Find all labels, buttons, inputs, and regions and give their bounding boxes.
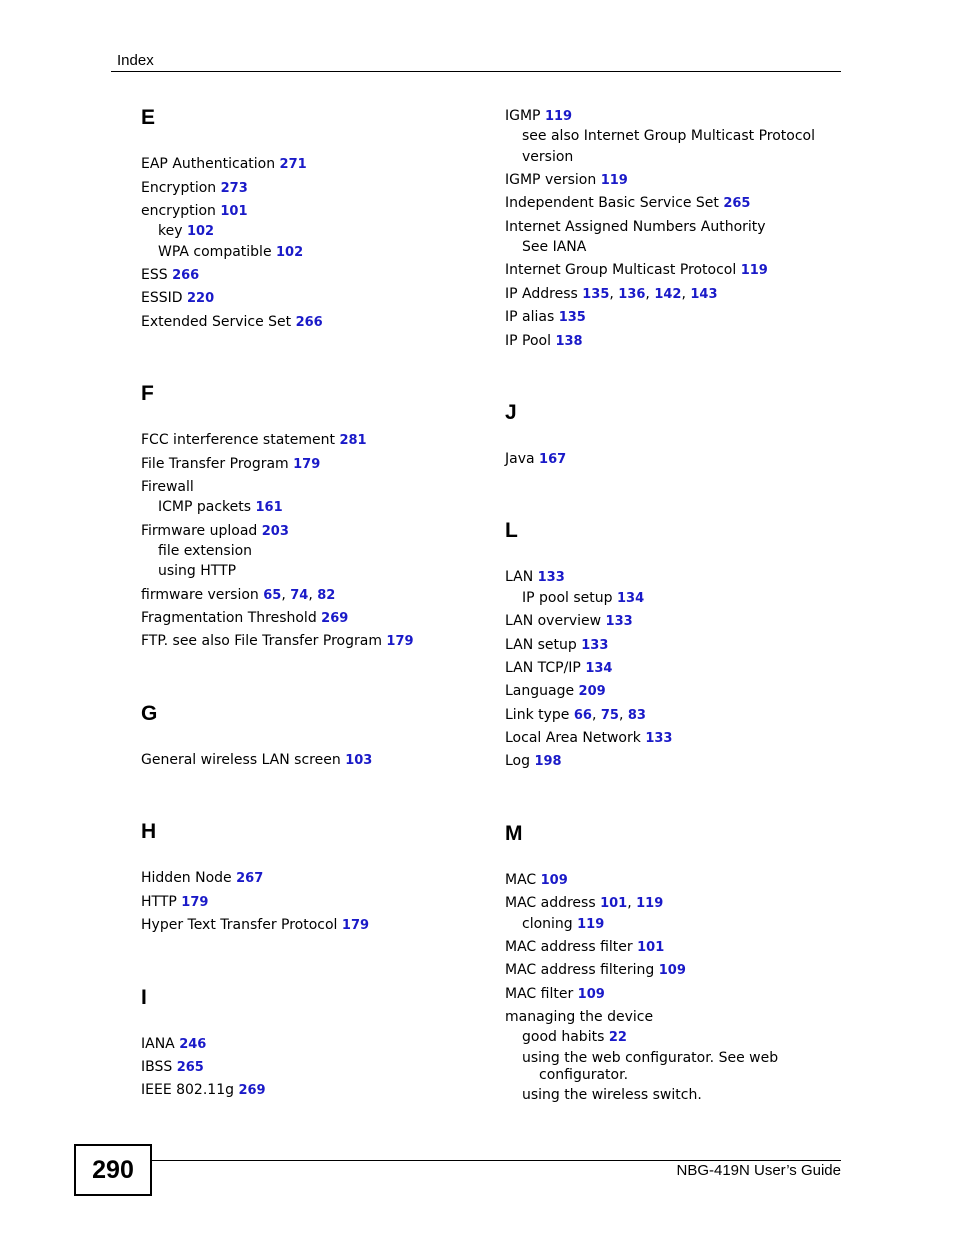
- page-link[interactable]: 83: [627, 708, 646, 723]
- index-entry: Link type 66, 75, 83: [505, 707, 646, 723]
- entry-term: General wireless LAN screen: [141, 752, 346, 768]
- index-entry: [505, 262, 768, 279]
- page-link[interactable]: 143: [690, 287, 718, 302]
- index-entry: [505, 637, 608, 654]
- entry-term: ESS: [141, 267, 173, 283]
- index-subentry-continuation: [505, 1067, 628, 1084]
- index-entry: [505, 219, 766, 236]
- page-link[interactable]: 167: [539, 452, 567, 467]
- footer-guide-title: NBG-419N User’s Guide: [676, 1162, 841, 1179]
- page-link[interactable]: 82: [317, 588, 336, 603]
- page-link[interactable]: 119: [544, 109, 573, 124]
- entry-term: IGMP version: [505, 172, 601, 188]
- index-entry: [141, 1036, 206, 1053]
- page-link[interactable]: 135: [582, 287, 610, 302]
- entry-term: Internet Group Multicast Protocol: [505, 262, 741, 278]
- page-link[interactable]: 203: [261, 524, 289, 539]
- entry-term: Hidden Node: [141, 870, 237, 886]
- index-entry: [505, 986, 605, 1003]
- entry-term: File Transfer Program: [141, 456, 294, 472]
- index-entry: MAC address 101, 119: [505, 895, 664, 911]
- footer-rule: [152, 1160, 841, 1161]
- index-entry: [141, 290, 214, 307]
- letter-heading-i: I: [141, 986, 147, 1009]
- entry-term: MAC address filter: [505, 939, 638, 955]
- header-rule: [111, 71, 841, 72]
- letter-heading-f: F: [141, 382, 154, 405]
- index-entry: [141, 523, 289, 540]
- entry-term: IP Address: [505, 286, 583, 302]
- index-subentry: [505, 239, 586, 256]
- page-link[interactable]: 267: [236, 871, 264, 886]
- page-link[interactable]: 102: [276, 245, 304, 260]
- page-link[interactable]: 119: [740, 263, 768, 278]
- entry-term: IBSS: [141, 1059, 177, 1075]
- index-entry: [141, 1059, 204, 1076]
- page-link[interactable]: 133: [581, 638, 609, 653]
- page-link[interactable]: 103: [345, 753, 373, 768]
- entry-term: Fragmentation Threshold: [141, 610, 322, 626]
- entry-term: IP alias: [505, 309, 559, 325]
- index-subentry: [505, 128, 815, 145]
- page-link[interactable]: 179: [293, 457, 321, 472]
- index-entry: [141, 917, 369, 934]
- index-entry: [505, 939, 664, 956]
- page-link[interactable]: 142: [654, 287, 682, 302]
- entry-term: Link type: [505, 707, 574, 723]
- page-link[interactable]: 119: [600, 173, 628, 188]
- entry-term: managing the device: [505, 1009, 654, 1025]
- index-entry: [141, 1082, 266, 1099]
- page-link[interactable]: 65: [263, 588, 282, 603]
- page-link[interactable]: 273: [220, 181, 248, 196]
- index-entry: [141, 752, 372, 769]
- index-entry: [141, 203, 248, 220]
- entry-term: encryption: [141, 203, 221, 219]
- entry-term: IGMP: [505, 108, 545, 124]
- entry-term: WPA compatible: [158, 244, 277, 260]
- page-link[interactable]: 101: [600, 896, 628, 911]
- index-entry: [141, 610, 348, 627]
- index-entry: [141, 870, 263, 887]
- entry-term: cloning: [522, 916, 578, 932]
- entry-term: Local Area Network: [505, 730, 646, 746]
- letter-heading-j: J: [505, 401, 517, 424]
- entry-term: IP pool setup: [522, 590, 617, 606]
- page-link[interactable]: 198: [534, 754, 562, 769]
- page-link[interactable]: 179: [181, 895, 209, 910]
- index-entry: [141, 456, 320, 473]
- index-subentry: [141, 244, 303, 261]
- index-entry: IP Address 135, 136, 142, 143: [505, 286, 718, 302]
- page-link[interactable]: 271: [279, 157, 307, 172]
- entry-term: HTTP: [141, 894, 182, 910]
- page-link[interactable]: 134: [617, 591, 645, 606]
- page-link[interactable]: 102: [186, 224, 215, 239]
- page-link[interactable]: 179: [341, 918, 370, 933]
- index-entry: [505, 451, 566, 468]
- page-link[interactable]: 161: [255, 500, 283, 515]
- entry-term: firmware version: [141, 587, 264, 603]
- letter-heading-e: E: [141, 106, 156, 129]
- entry-term: using HTTP: [158, 563, 237, 579]
- entry-term: FTP. see also File Transfer Program: [141, 633, 387, 649]
- entry-term: IP Pool: [505, 333, 556, 349]
- entry-term: version: [522, 149, 574, 165]
- index-entry: [505, 962, 686, 979]
- entry-term: using the web configurator. See web: [522, 1050, 779, 1066]
- page-link[interactable]: 74: [290, 588, 309, 603]
- index-entry: [141, 894, 208, 911]
- index-entry: [505, 195, 750, 212]
- entry-term: MAC: [505, 872, 541, 888]
- page-link[interactable]: 133: [605, 614, 633, 629]
- entry-term: Independent Basic Service Set: [505, 195, 724, 211]
- letter-heading-l: L: [505, 519, 518, 542]
- page-link[interactable]: 133: [645, 731, 673, 746]
- index-entry: [505, 613, 633, 630]
- page-link[interactable]: 101: [637, 940, 665, 955]
- page-link[interactable]: 75: [600, 708, 619, 723]
- page-link[interactable]: 66: [573, 708, 592, 723]
- letter-heading-m: M: [505, 822, 523, 845]
- page-link[interactable]: 266: [172, 268, 200, 283]
- index-subentry: [505, 1050, 778, 1067]
- page-link[interactable]: 119: [577, 917, 605, 932]
- header-section-label: Index: [117, 52, 154, 69]
- entry-term: Encryption: [141, 180, 221, 196]
- entry-term: configurator.: [539, 1067, 629, 1083]
- index-entry: [141, 156, 307, 173]
- page-link[interactable]: 269: [321, 611, 349, 626]
- page-link[interactable]: 22: [608, 1030, 627, 1045]
- index-entry: [141, 267, 199, 284]
- index-entry: [141, 180, 248, 197]
- page-link[interactable]: 269: [238, 1083, 266, 1098]
- entry-term: FCC interference statement: [141, 432, 340, 448]
- letter-heading-h: H: [141, 820, 157, 843]
- page-link[interactable]: 109: [658, 963, 686, 978]
- index-subentry: [505, 149, 573, 166]
- entry-term: ESSID: [141, 290, 187, 306]
- entry-term: Extended Service Set: [141, 314, 296, 330]
- index-entry: [505, 333, 583, 350]
- page-link[interactable]: 265: [176, 1060, 204, 1075]
- entry-term: LAN overview: [505, 613, 606, 629]
- entry-term: good habits: [522, 1029, 609, 1045]
- entry-term: Internet Assigned Numbers Authority: [505, 219, 766, 235]
- page-link[interactable]: 265: [723, 196, 751, 211]
- page-link[interactable]: 220: [186, 291, 215, 306]
- entry-term: ICMP packets: [158, 499, 256, 515]
- letter-heading-g: G: [141, 702, 158, 725]
- index-subentry: [505, 916, 604, 933]
- page-link[interactable]: 119: [636, 896, 664, 911]
- index-entry: [505, 569, 565, 586]
- entry-term: file extension: [158, 543, 253, 559]
- index-entry: [505, 683, 606, 700]
- page-link[interactable]: 138: [555, 334, 583, 349]
- entry-term: key: [158, 223, 187, 239]
- page-link[interactable]: 134: [585, 661, 613, 676]
- entry-term: Firewall: [141, 479, 194, 495]
- index-entry: [505, 108, 572, 125]
- entry-term: MAC address: [505, 895, 601, 911]
- entry-term: Hyper Text Transfer Protocol: [141, 917, 342, 933]
- entry-term: MAC filter: [505, 986, 578, 1002]
- page-link[interactable]: 109: [540, 873, 568, 888]
- index-subentry: [141, 543, 252, 560]
- entry-term: using the wireless switch.: [522, 1087, 702, 1103]
- page-link[interactable]: 133: [537, 570, 565, 585]
- index-entry: [141, 432, 367, 449]
- page-number: 290: [74, 1144, 152, 1196]
- index-entry: [505, 172, 628, 189]
- index-entry: [505, 1009, 653, 1026]
- page-link[interactable]: 136: [618, 287, 646, 302]
- page-link[interactable]: 101: [220, 204, 248, 219]
- index-subentry: [505, 1029, 627, 1046]
- page-link[interactable]: 209: [578, 684, 606, 699]
- index-entry: [141, 479, 194, 496]
- index-entry: [505, 753, 562, 770]
- index-subentry: [141, 499, 283, 516]
- entry-term: LAN: [505, 569, 538, 585]
- index-entry: firmware version 65, 74, 82: [141, 587, 336, 603]
- index-entry: [505, 660, 612, 677]
- index-subentry: [141, 223, 214, 240]
- entry-term: Log: [505, 753, 535, 769]
- index-entry: [505, 872, 568, 889]
- entry-term: see also Internet Group Multicast Protocol: [522, 128, 816, 144]
- index-entry: [505, 309, 586, 326]
- index-entry: [505, 730, 672, 747]
- entry-term: LAN setup: [505, 637, 582, 653]
- page-link[interactable]: 246: [179, 1037, 207, 1052]
- entry-term: MAC address filtering: [505, 962, 659, 978]
- entry-term: IEEE 802.11g: [141, 1082, 239, 1098]
- entry-term: Java: [505, 451, 540, 467]
- entry-term: See IANA: [522, 239, 587, 255]
- entry-term: IANA: [141, 1036, 180, 1052]
- page-link[interactable]: 281: [339, 433, 367, 448]
- page-link[interactable]: 179: [386, 634, 414, 649]
- page-link[interactable]: 266: [295, 315, 323, 330]
- index-subentry: [505, 590, 644, 607]
- index-subentry: [141, 563, 236, 580]
- index-entry: [141, 633, 414, 650]
- page-link[interactable]: 109: [577, 987, 605, 1002]
- entry-term: Firmware upload: [141, 523, 262, 539]
- page-link[interactable]: 135: [558, 310, 586, 325]
- index-subentry: [505, 1087, 702, 1104]
- index-entry: [141, 314, 323, 331]
- entry-term: LAN TCP/IP: [505, 660, 586, 676]
- entry-term: Language: [505, 683, 579, 699]
- entry-term: EAP Authentication: [141, 156, 280, 172]
